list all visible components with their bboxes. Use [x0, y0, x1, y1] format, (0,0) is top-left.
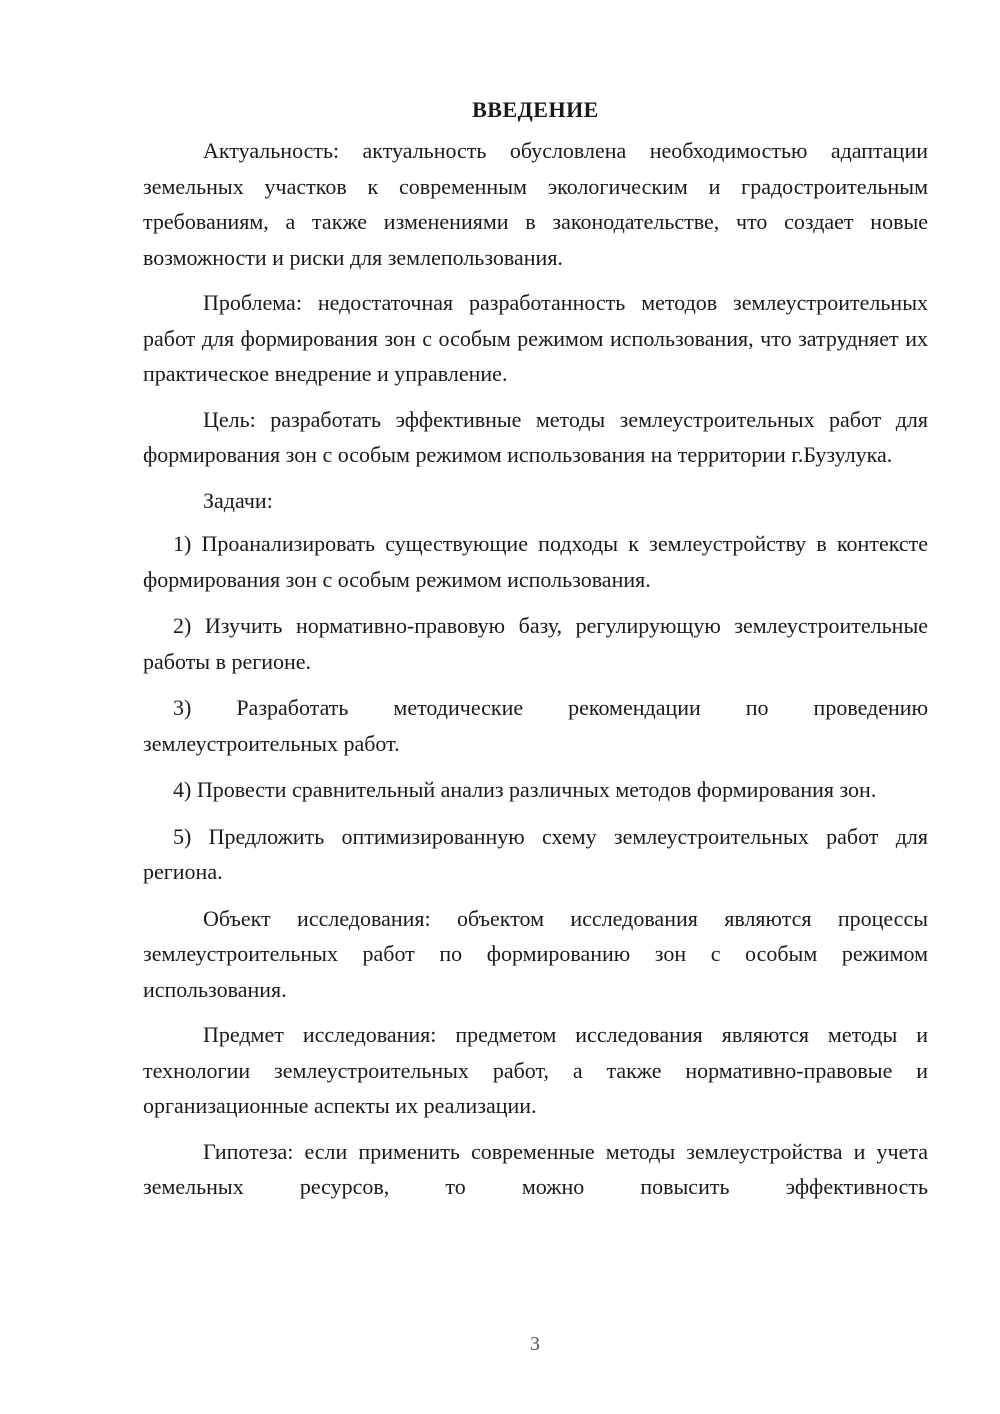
- paragraph-hypothesis: Гипотеза: если применить современные методы землеустройства и учета земельных ресурсов, то можно повысить эффективность: [143, 1138, 928, 1199]
- tasks-heading: Задачи:: [203, 487, 273, 513]
- paragraph-object: Объект исследования: объектом исследования являются процессы землеустроительных работ по формированию зон с особым режимом использования.: [143, 905, 928, 1002]
- task-item-4: 4) Провести сравнительный анализ различных методов формирования зон.: [173, 777, 877, 802]
- task-item-1: 1) Проанализировать существующие подходы к землеустройству в контексте формирования зон с особым режимом использования.: [143, 531, 928, 592]
- paragraph-problem: Проблема: недостаточная разработанность методов землеустроительных работ для формирования зон с особым режимом использования, что затрудняет их практическое внедрение и управление.: [143, 290, 928, 386]
- task-item-5: 5) Предложить оптимизированную схему землеустроительных работ для региона.: [143, 823, 928, 884]
- document-page: [143, 95, 928, 1205]
- page-title: ВВЕДЕНИЕ: [472, 97, 599, 122]
- paragraph-relevance: Актуальность: актуальность обусловлена необходимостью адаптации земельных участков к современным экологическим и градостроительным требованиям, а также изменениями в законодательстве, что создает новые возможности и риски для землепользования.: [143, 138, 928, 270]
- page-number: 3: [530, 1333, 540, 1355]
- paragraph-goal: Цель: разработать эффективные методы землеустроительных работ для формирования зон с особым режимом использования на территории г.Бузулука.: [143, 406, 928, 467]
- paragraph-subject: Предмет исследования: предметом исследования являются методы и технологии землеустроительных работ, а также нормативно-правовые и организационные аспекты их реализации.: [143, 1022, 928, 1118]
- task-item-2: 2) Изучить нормативно-правовую базу, регулирующую землеустроительные работы в регионе.: [143, 613, 928, 674]
- task-item-3: 3) Разработать методические рекомендации по проведению землеустроительных работ.: [143, 695, 928, 756]
